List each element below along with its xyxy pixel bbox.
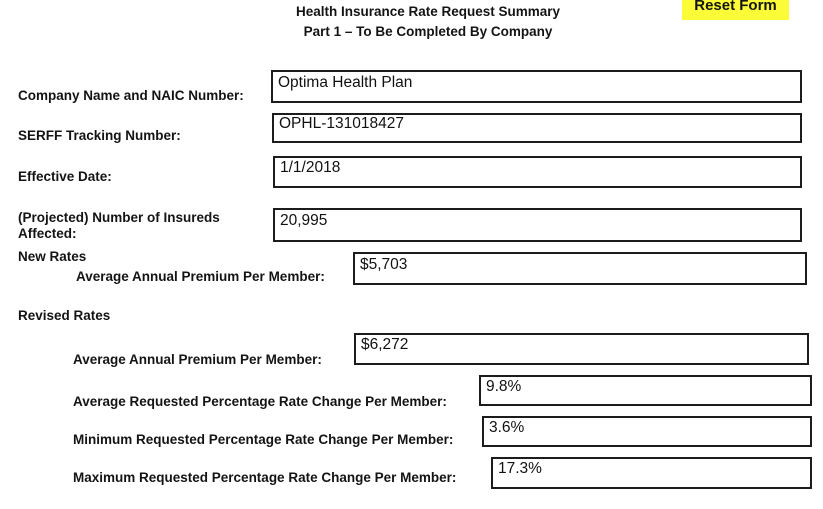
serff-tracking-input[interactable] [272,113,802,143]
serff-tracking-label: SERFF Tracking Number: [18,128,181,143]
reset-form-button[interactable]: Reset Form [682,0,789,20]
effective-date-label: Effective Date: [18,169,112,184]
new-avg-premium-input[interactable] [353,252,807,285]
new-rates-section-header: New Rates [18,249,87,264]
form-subtitle: Part 1 – To Be Completed By Company [303,24,553,39]
company-name-label: Company Name and NAIC Number: [18,88,244,103]
effective-date-input[interactable] [273,156,802,188]
revised-avg-premium-label: Average Annual Premium Per Member: [73,352,322,367]
insureds-affected-label: (Projected) Number of Insureds Affected: [18,210,220,241]
max-rate-change-input[interactable] [491,457,812,489]
company-name-input[interactable] [271,70,802,103]
avg-rate-change-label: Average Requested Percentage Rate Change Per Member: [73,394,447,409]
new-avg-premium-label: Average Annual Premium Per Member: [76,269,325,284]
min-rate-change-input[interactable] [482,416,812,447]
revised-avg-premium-input[interactable] [354,333,809,365]
form-title: Health Insurance Rate Request Summary [295,4,561,19]
avg-rate-change-input[interactable] [479,375,812,406]
insureds-affected-input[interactable] [273,208,802,242]
revised-rates-section-header: Revised Rates [18,308,111,323]
min-rate-change-label: Minimum Requested Percentage Rate Change Per Member: [73,432,454,447]
max-rate-change-label: Maximum Requested Percentage Rate Change Per Member: [73,470,457,485]
